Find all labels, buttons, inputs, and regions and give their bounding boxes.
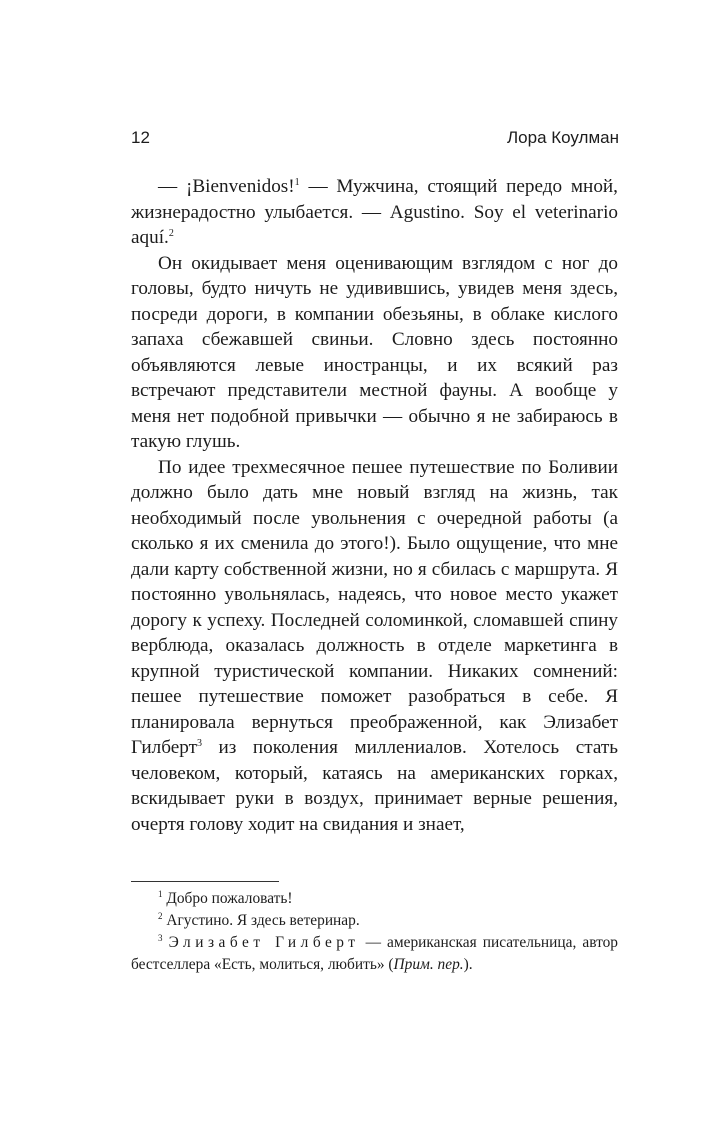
footnotes xyxy=(131,888,618,976)
footnote-ref-2: 2 xyxy=(168,228,174,239)
footnote: $^1$ Добро пожаловать! xyxy=(158,889,293,907)
running-header xyxy=(131,128,619,148)
footnote-name: Элизабет Гилберт xyxy=(168,934,360,951)
paragraph: Он окидывает меня оценивающим взглядом с ног до головы, будто ничуть не удивившись, увидев меня здесь, посреди дороги, в компании обезьяны, в облаке кислого запаха сбежавшей свиньи. Словно здесь постоянно объявляются левые иностранцы, и их всякий раз встречают представители местной фауны. А вообще у меня нет подобной привычки — обычно я не забираюсь в такую глушь. xyxy=(131,252,618,452)
body-text xyxy=(131,174,618,837)
paragraph: — ¡Bienvenidos!$^1$ — Мужчина, стоящий передо мной, жизнерадостно улыбается. — Agustino. Soy el veterinario aquí.$^2$ xyxy=(131,176,618,248)
page-number: 12 xyxy=(131,128,150,147)
paragraph: По идее трехмесячное пешее путешествие по Боливии должно было дать мне новый взгляд на жизнь, так необходимый после увольнения с очередной работы (а сколько я их сменила до этого!). Было ощущение, что мне дали карту собственной жизни, но я сбилась с маршрута. Я постоянно увольнялась, надеясь, что новое место укажет дорогу к успеху. Последней соломинкой, сломавшей спину верблюда, оказалась должность в отделе маркетинга в крупной туристической компании. Никаких сомнений: пешее путешествие поможет разобраться в себе. Я планировала вернуться преображенной, как Элизабет Гилберт$^3$ из поколения миллениалов. Хотелось стать человеком, который, катаясь на американских горках, вскидывает руки в воздух, принимает верные решения, очертя голову ходит на свидания и знает, xyxy=(131,456,618,835)
running-head-author: Лора Коулман xyxy=(507,128,619,147)
footnote-ref-1: 1 xyxy=(294,177,300,188)
footnote-divider xyxy=(131,881,279,882)
footnote-ref-3: 3 xyxy=(196,738,202,749)
footnote: $^2$ Агустино. Я здесь ветеринар. xyxy=(158,911,360,929)
footnote: $^3$ Элизабет Гилберт — американская писательница, автор бестселлера «Есть, молиться, любить» (Прим. пер.). xyxy=(131,933,619,973)
